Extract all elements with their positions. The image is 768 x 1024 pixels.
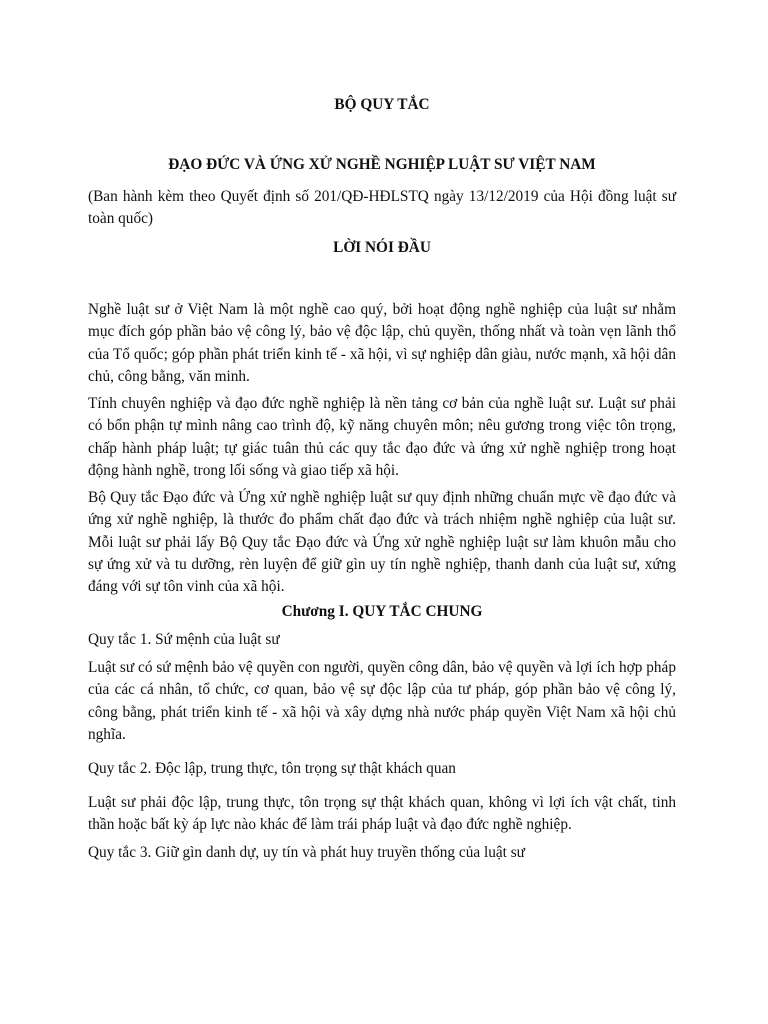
preface-paragraph: Bộ Quy tắc Đạo đức và Ứng xử nghề nghiệp luật sư quy định những chuẩn mực về đạo đức và ứng xử nghề nghiệp, là thước đo phẩm chất đạo đức và trách nhiệm nghề nghiệp của luật sư. Mỗi luật sư phải lấy Bộ Quy tắc Đạo đức và Ứng xử nghề nghiệp luật sư làm khuôn mẫu cho sự ứng xử và tu dưỡng, rèn luyện để giữ gìn uy tín nghề nghiệp, thanh danh của luật sư, xứng đáng với sự tôn vinh của xã hội. xyxy=(88,489,676,596)
document-title: BỘ QUY TẮC xyxy=(334,96,430,113)
preface-paragraph: Tính chuyên nghiệp và đạo đức nghề nghiệp là nền tảng cơ bản của nghề luật sư. Luật sư phải có bổn phận tự mình nâng cao trình độ, kỹ năng chuyên môn; nêu gương trong việc tôn trọng, chấp hành pháp luật; tự giác tuân thủ các quy tắc đạo đức và ứng xử nghề nghiệp trong hoạt động hành nghề, trong lối sống và giao tiếp xã hội. xyxy=(88,395,676,479)
rule-text: Luật sư có sứ mệnh bảo vệ quyền con người, quyền công dân, bảo vệ quyền và lợi ích hợp pháp của các cá nhân, tổ chức, cơ quan, bảo vệ sự độc lập của tư pháp, góp phần bảo vệ công lý, công bằng, phát triển kinh tế - xã hội và xây dựng nhà nước pháp quyền Việt Nam xã hội chủ nghĩa. xyxy=(88,659,676,743)
document-subtitle: ĐẠO ĐỨC VÀ ỨNG XỬ NGHỀ NGHIỆP LUẬT SƯ VIỆT NAM xyxy=(168,156,596,173)
preface-paragraph: Nghề luật sư ở Việt Nam là một nghề cao quý, bởi hoạt động nghề nghiệp của luật sư nhằm mục đích góp phần bảo vệ công lý, bảo vệ độc lập, chủ quyền, thống nhất và toàn vẹn lãnh thổ của Tổ quốc; góp phần phát triển kinh tế - xã hội, vì sự nghiệp dân giàu, nước mạnh, xã hội dân chủ, công bằng, văn minh. xyxy=(88,301,676,385)
preface-heading: LỜI NÓI ĐẦU xyxy=(333,239,431,256)
chapter-heading: Chương I. QUY TẮC CHUNG xyxy=(281,603,483,620)
rule-heading: Quy tắc 3. Giữ gìn danh dự, uy tín và phát huy truyền thống của luật sư xyxy=(88,844,525,861)
issuance-note: (Ban hành kèm theo Quyết định số 201/QĐ-HĐLSTQ ngày 13/12/2019 của Hội đồng luật sư toàn quốc) xyxy=(88,188,676,228)
rule-heading: Quy tắc 1. Sứ mệnh của luật sư xyxy=(88,631,280,648)
rule-heading: Quy tắc 2. Độc lập, trung thực, tôn trọng sự thật khách quan xyxy=(88,760,456,777)
rule-text: Luật sư phải độc lập, trung thực, tôn trọng sự thật khách quan, không vì lợi ích vật chất, tinh thần hoặc bất kỳ áp lực nào khác để làm trái pháp luật và đạo đức nghề nghiệp. xyxy=(88,794,676,834)
